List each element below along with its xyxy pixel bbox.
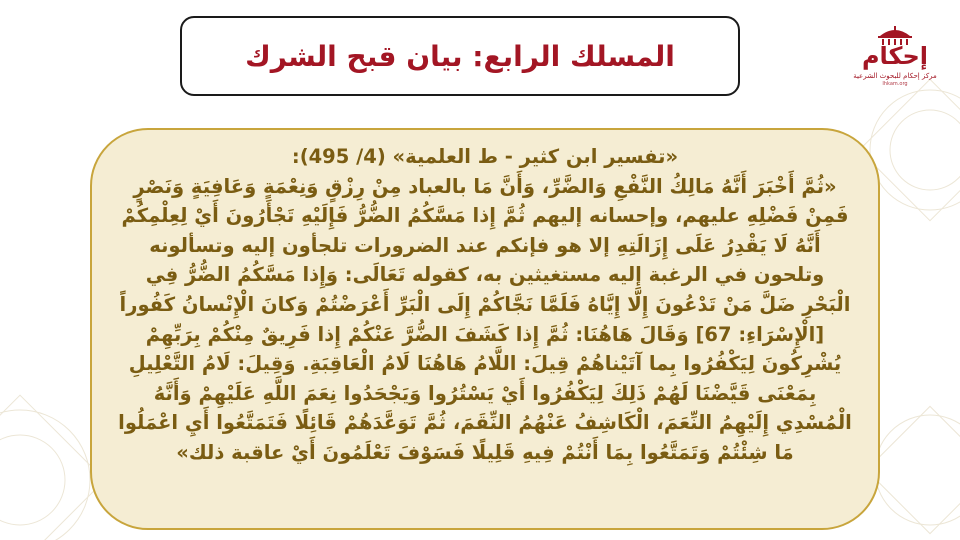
title-box bbox=[180, 16, 740, 96]
quote-line: الْبَحْرِ ضَلَّ مَنْ تَدْعُونَ إِلَّا إِيَّاهُ فَلَمَّا نَجَّاكُمْ إِلَى الْبَرِّ أَعْرَضْتُمْ وَكانَ الْإِنْسانُ كَفُوراً bbox=[119, 292, 851, 316]
quote-line: يُشْرِكُونَ لِيَكْفُرُوا بِما آتَيْناهُمْ قِيلَ: اللَّامُ هَاهُنَا لَامُ الْعَاقِبَةِ. وَقِيلَ: لَامُ التَّعْلِيلِ bbox=[128, 352, 842, 376]
quote-line: وتلحون في الرغبة إليه مستغيثين به، كقوله تَعَالَى: وَإِذا مَسَّكُمُ الضُّرُّ فِي bbox=[145, 263, 825, 287]
quote-line: أَنَّهُ لَا يَقْدِرُ عَلَى إِزَالَتِهِ إلا هو فإنكم عند الضرورات تلجأون إليه وتسألونه bbox=[149, 233, 821, 257]
quote-line: [الْإِسْرَاءِ: 67] وَقَالَ هَاهُنَا: ثُمَّ إِذا كَشَفَ الضُّرَّ عَنْكُمْ إِذا فَرِيقٌ مِنْكُمْ بِرَبِّهِمْ bbox=[145, 322, 825, 346]
quote-box bbox=[90, 128, 880, 530]
quote-line: الْمُسْدِي إِلَيْهِمُ النِّعَمَ، الْكَاشِفُ عَنْهُمُ النِّقَمَ، ثُمَّ تَوَعَّدَهُمْ قَائِلًا فَتَمَتَّعُوا أَيِ اعْمَلُوا bbox=[118, 411, 852, 435]
quote-text bbox=[114, 142, 856, 468]
logo-tagline: مركز إحكام للبحوث الشرعية bbox=[853, 72, 937, 80]
quote-source-line: «تفسير ابن كثير - ط العلمية» (4/ 495): bbox=[291, 145, 679, 168]
quote-line: مَا شِئْتُمْ وَتَمَتَّعُوا بِمَا أَنْتُمْ فِيهِ قَلِيلًا فَسَوْفَ تَعْلَمُونَ أَيْ عاقبة ذلك» bbox=[176, 440, 794, 464]
quote-line: فَمِنْ فَضْلِهِ عليهم، وإحسانه إليهم ثُمَّ إِذا مَسَّكُمُ الضُّرُّ فَإِلَيْهِ تَجْأَرُونَ أَيْ لِعِلْمِكُمْ bbox=[121, 204, 849, 228]
quote-line: بِمَعْنَى قَيَّضْنَا لَهُمْ ذَلِكَ لِيَكْفُرُوا أَيْ يَسْتُرُوا وَيَجْحَدُوا نِعَمَ اللَّهِ عَلَيْهِمْ وَأَنَّهُ bbox=[153, 381, 817, 405]
logo-wordmark: إحكام bbox=[861, 42, 929, 70]
logo bbox=[848, 24, 942, 96]
quote-line: «ثُمَّ أَخْبَرَ أَنَّهُ مَالِكُ النَّفْعِ وَالضَّرِّ، وَأَنَّ مَا بالعباد مِنْ رِزْقٍ وَنِعْمَةٍ وَعَافِيَةٍ وَنَصْرٍ bbox=[133, 174, 837, 198]
page-title: المسلك الرابع: بيان قبح الشرك bbox=[245, 39, 675, 73]
logo-website: Ihkam.org bbox=[882, 81, 908, 87]
